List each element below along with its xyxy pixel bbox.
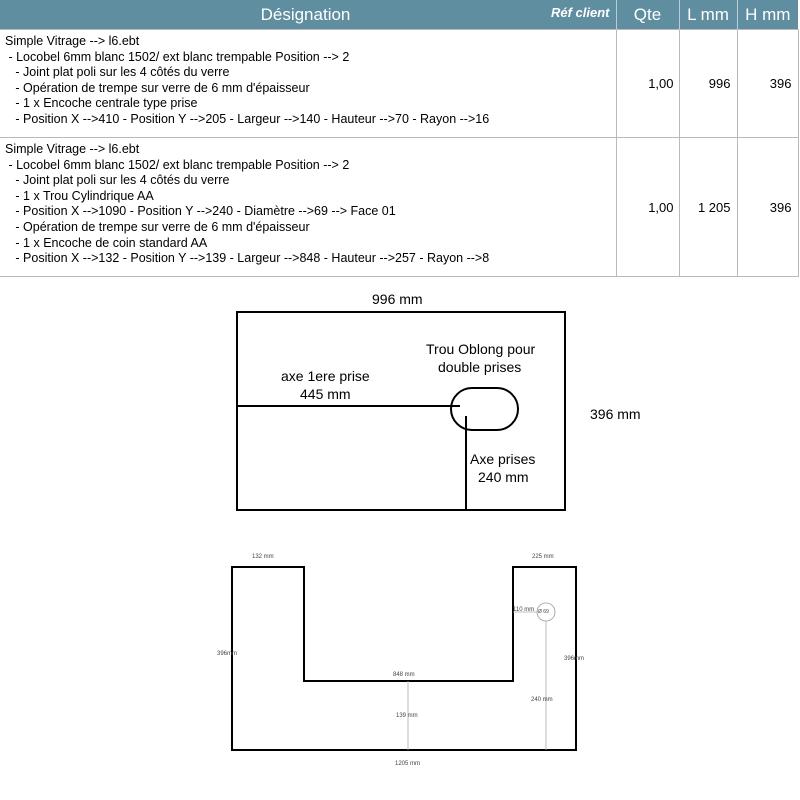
designation-line: - Opération de trempe sur verre de 6 mm d'épaisseur (5, 80, 310, 95)
oblong-label-line-1: Trou Oblong pour (426, 341, 536, 357)
panel-2-outline (0, 545, 800, 775)
designation-cell (0, 30, 616, 138)
notch-width-label: 848 mm (393, 672, 415, 678)
hole-diameter-label: Ø 69 (538, 609, 549, 615)
table-row (0, 30, 798, 138)
designation-line: - 1 x Encoche centrale type prise (5, 96, 198, 111)
h-mm-cell: 396 (737, 30, 798, 138)
designation-line: - Locobel 6mm blanc 1502/ ext blanc trempable Position --> 2 (5, 157, 350, 172)
l-mm-cell: 1 205 (679, 138, 737, 277)
designation-line: - Position X -->410 - Position Y -->205 - Largeur -->140 - Hauteur -->70 - Rayon -->16 (5, 111, 490, 126)
right-width-label: 225 mm (532, 554, 554, 560)
header-designation (0, 0, 616, 30)
oblong-label-line-2: double prises (438, 359, 522, 375)
header-qte: Qte (616, 0, 679, 30)
left-width-label: 132 mm (252, 554, 274, 560)
oblong-hole (451, 388, 518, 430)
hole-height-label: 240 mm (531, 697, 553, 703)
header-h-mm: H mm (737, 0, 798, 30)
right-height-label: 396mm (564, 656, 585, 662)
order-table (0, 0, 799, 277)
panel-1-outline (0, 285, 800, 535)
qte-cell: 1,00 (616, 138, 679, 277)
hole-offset-label: 110 mm (513, 607, 535, 613)
table-header-row (0, 0, 798, 30)
panel-1-width-label: 996 mm (372, 291, 423, 307)
designation-line: - Joint plat poli sur les 4 côtés du verre (5, 173, 230, 188)
qte-cell: 1,00 (616, 30, 679, 138)
total-width-label: 1205 mm (395, 761, 421, 767)
designation-line: - Joint plat poli sur les 4 côtés du verre (5, 65, 230, 80)
l-mm-cell: 996 (679, 30, 737, 138)
drawing-panel-1 (0, 285, 800, 535)
axis-first-plug-value: 445 mm (300, 386, 351, 402)
designation-line: Simple Vitrage --> l6.ebt (5, 142, 140, 156)
left-height-label: 396mm (217, 651, 238, 657)
panel-1-height-label: 396 mm (590, 406, 641, 422)
axis-plugs-label: Axe prises (470, 451, 536, 467)
designation-line: - Locobel 6mm blanc 1502/ ext blanc trempable Position --> 2 (5, 49, 350, 64)
designation-line: Simple Vitrage --> l6.ebt (5, 34, 140, 48)
notch-depth-label: 139 mm (396, 713, 418, 719)
designation-line: - 1 x Trou Cylindrique AA (5, 188, 154, 203)
drawing-panel-2 (0, 545, 800, 775)
axis-first-plug-label: axe 1ere prise (281, 368, 370, 384)
axis-plugs-value: 240 mm (478, 469, 529, 485)
designation-line: - 1 x Encoche de coin standard AA (5, 235, 208, 250)
h-mm-cell: 396 (737, 138, 798, 277)
designation-line: - Position X -->132 - Position Y -->139 - Largeur -->848 - Hauteur -->257 - Rayon -->8 (5, 251, 490, 266)
header-designation-label: Désignation (260, 4, 351, 24)
designation-line: - Opération de trempe sur verre de 6 mm d'épaisseur (5, 219, 310, 234)
designation-cell (0, 138, 616, 277)
header-l-mm: L mm (679, 0, 737, 30)
header-ref-client: Réf client (550, 4, 610, 20)
table-row (0, 138, 798, 277)
designation-line: - Position X -->1090 - Position Y -->240 - Diamètre -->69 --> Face 01 (5, 204, 396, 219)
panel-2-border (232, 567, 576, 750)
